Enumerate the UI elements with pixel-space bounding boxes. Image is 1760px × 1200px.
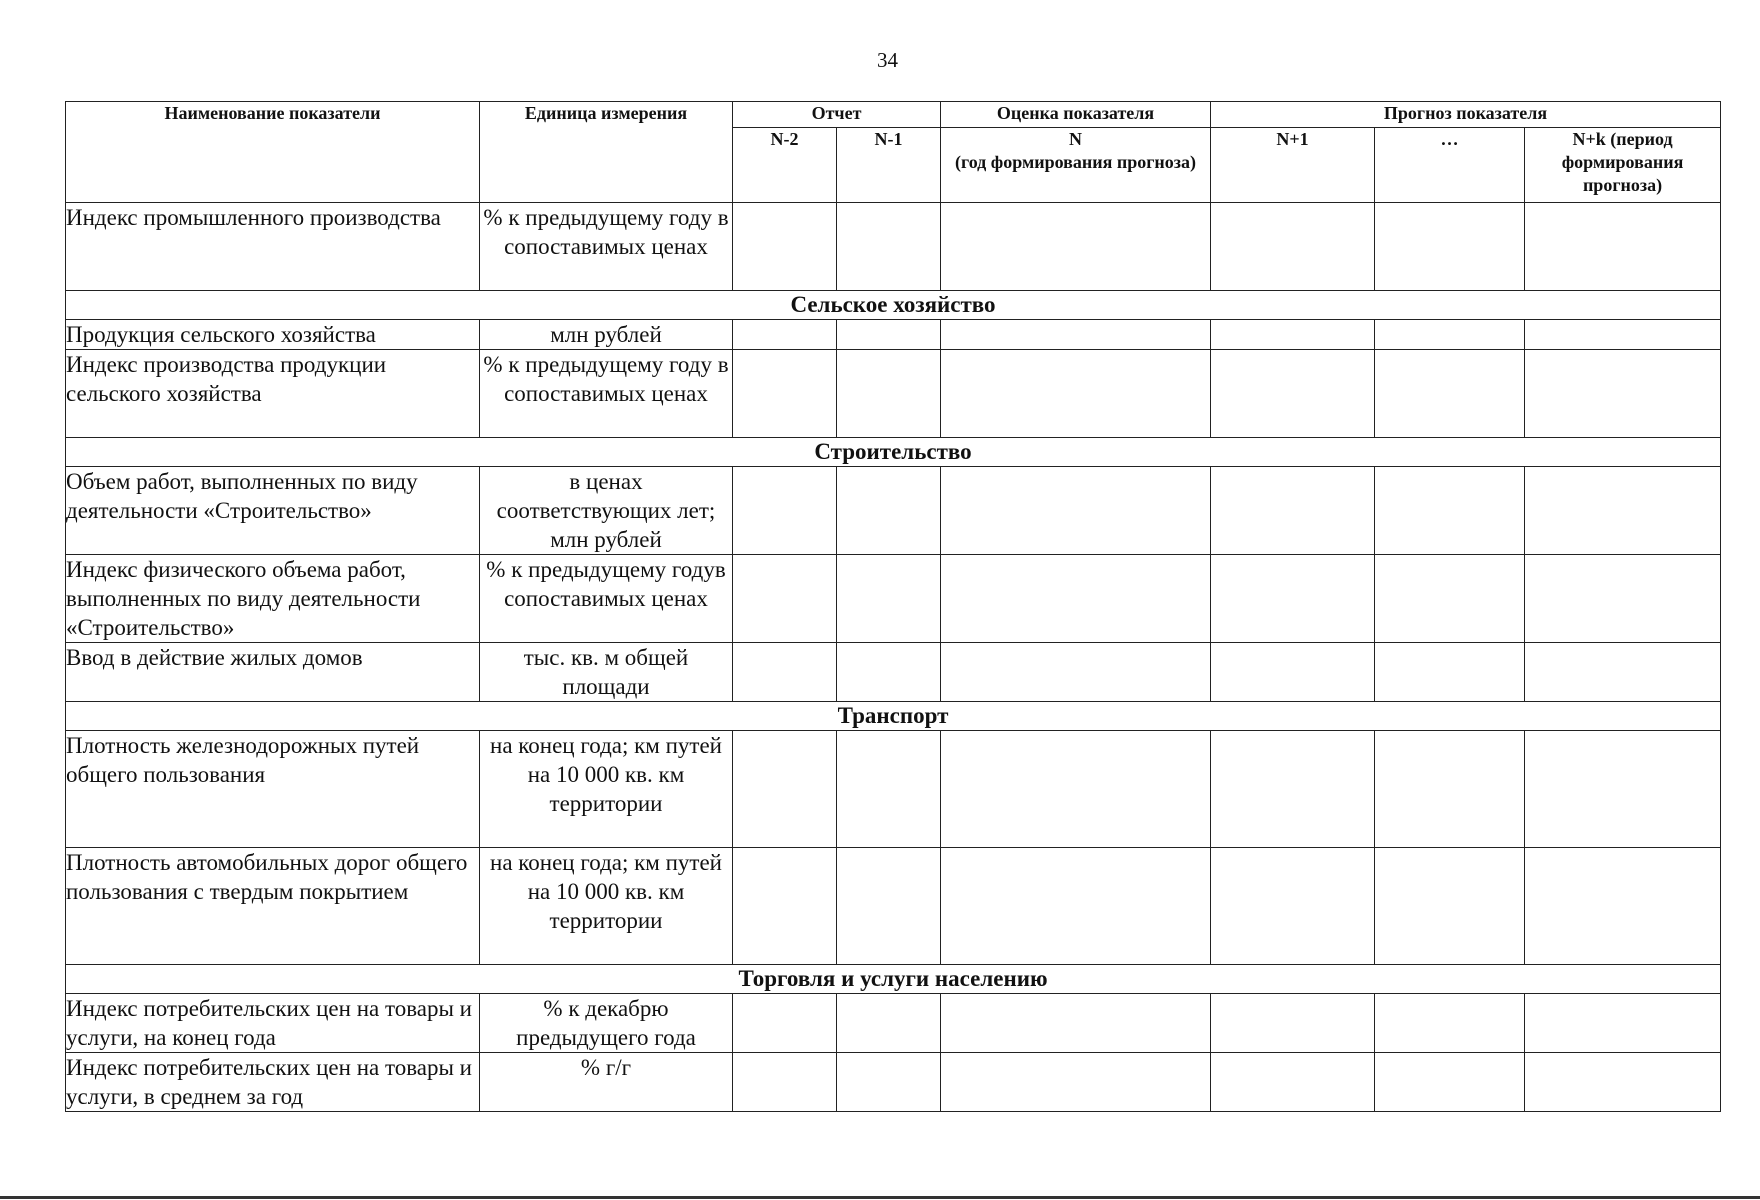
indicator-unit: тыс. кв. м общей площади bbox=[480, 643, 733, 702]
indicator-unit: % к предыдущему году в сопоставимых ценах bbox=[480, 203, 733, 291]
table-row bbox=[66, 848, 1721, 965]
table-row bbox=[66, 1053, 1721, 1112]
value-cell bbox=[1211, 731, 1375, 848]
value-cell bbox=[837, 848, 941, 965]
value-cell bbox=[1525, 731, 1721, 848]
value-cell bbox=[1525, 994, 1721, 1053]
indicator-name: Плотность железнодорожных путей общего пользования bbox=[66, 731, 480, 848]
table-row bbox=[66, 555, 1721, 643]
indicator-name: Продукция сельского хозяйства bbox=[66, 320, 480, 350]
indicator-unit: на конец года; км путей на 10 000 кв. км территории bbox=[480, 731, 733, 848]
indicators-table bbox=[65, 101, 1721, 1112]
value-cell bbox=[1525, 350, 1721, 438]
value-cell bbox=[1525, 555, 1721, 643]
value-cell bbox=[837, 350, 941, 438]
indicator-unit: % г/г bbox=[480, 1053, 733, 1112]
indicator-name: Индекс промышленного производства bbox=[66, 203, 480, 291]
value-cell bbox=[1525, 848, 1721, 965]
value-cell bbox=[837, 643, 941, 702]
value-cell bbox=[1525, 203, 1721, 291]
page-number: 34 bbox=[877, 48, 898, 72]
value-cell bbox=[1211, 350, 1375, 438]
value-cell bbox=[837, 994, 941, 1053]
table-row bbox=[66, 731, 1721, 848]
value-cell bbox=[1375, 467, 1525, 555]
value-cell bbox=[733, 555, 837, 643]
value-cell bbox=[1375, 320, 1525, 350]
section-title: Строительство bbox=[66, 438, 1721, 467]
value-cell bbox=[1375, 1053, 1525, 1112]
indicator-name: Плотность автомобильных дорог общего пользования с твердым покрытием bbox=[66, 848, 480, 965]
table-row bbox=[66, 203, 1721, 291]
value-cell bbox=[733, 467, 837, 555]
value-cell bbox=[733, 350, 837, 438]
header-forecast: Прогноз показателя bbox=[1211, 102, 1721, 128]
value-cell bbox=[1375, 848, 1525, 965]
value-cell bbox=[1211, 643, 1375, 702]
value-cell bbox=[837, 731, 941, 848]
value-cell bbox=[1525, 467, 1721, 555]
indicator-unit: млн рублей bbox=[480, 320, 733, 350]
value-cell bbox=[733, 643, 837, 702]
header-n-plus-1: N+1 bbox=[1211, 128, 1375, 203]
table-row bbox=[66, 994, 1721, 1053]
indicator-name: Индекс производства продукции сельского хозяйства bbox=[66, 350, 480, 438]
header-n-current: N (год формирования прогноза) bbox=[941, 128, 1211, 203]
header-estimate: Оценка показателя bbox=[941, 102, 1211, 128]
section-row bbox=[66, 438, 1721, 467]
header-n-plus-k: N+k (период формирования прогноза) bbox=[1525, 128, 1721, 203]
value-cell bbox=[1211, 467, 1375, 555]
header-unit: Единица измерения bbox=[480, 102, 733, 203]
indicator-unit: % к декабрю предыдущего года bbox=[480, 994, 733, 1053]
header-n-minus-1: N-1 bbox=[837, 128, 941, 203]
value-cell bbox=[941, 555, 1211, 643]
value-cell bbox=[733, 848, 837, 965]
value-cell bbox=[941, 848, 1211, 965]
value-cell bbox=[941, 467, 1211, 555]
value-cell bbox=[837, 555, 941, 643]
value-cell bbox=[1525, 1053, 1721, 1112]
value-cell bbox=[1211, 320, 1375, 350]
indicator-unit: % к предыдущему годув сопоставимых ценах bbox=[480, 555, 733, 643]
table-row bbox=[66, 350, 1721, 438]
value-cell bbox=[733, 320, 837, 350]
value-cell bbox=[837, 203, 941, 291]
value-cell bbox=[1375, 350, 1525, 438]
indicator-unit: на конец года; км путей на 10 000 кв. км территории bbox=[480, 848, 733, 965]
header-name: Наименование показатели bbox=[66, 102, 480, 203]
section-title: Транспорт bbox=[66, 702, 1721, 731]
value-cell bbox=[1375, 994, 1525, 1053]
value-cell bbox=[837, 467, 941, 555]
value-cell bbox=[941, 643, 1211, 702]
indicator-name: Индекс потребительских цен на товары и услуги, в среднем за год bbox=[66, 1053, 480, 1112]
indicator-unit: % к предыдущему году в сопоставимых ценах bbox=[480, 350, 733, 438]
value-cell bbox=[941, 320, 1211, 350]
value-cell bbox=[1375, 643, 1525, 702]
value-cell bbox=[941, 994, 1211, 1053]
header-ellipsis: … bbox=[1375, 128, 1525, 203]
section-row bbox=[66, 702, 1721, 731]
indicator-name: Индекс потребительских цен на товары и услуги, на конец года bbox=[66, 994, 480, 1053]
indicator-name: Объем работ, выполненных по виду деятельности «Строительство» bbox=[66, 467, 480, 555]
header-report: Отчет bbox=[733, 102, 941, 128]
value-cell bbox=[733, 994, 837, 1053]
value-cell bbox=[733, 731, 837, 848]
value-cell bbox=[1375, 555, 1525, 643]
indicator-unit: в ценах соответствующих лет; млн рублей bbox=[480, 467, 733, 555]
value-cell bbox=[837, 1053, 941, 1112]
table-row bbox=[66, 320, 1721, 350]
value-cell bbox=[1211, 994, 1375, 1053]
table-row bbox=[66, 467, 1721, 555]
value-cell bbox=[1211, 203, 1375, 291]
table-row bbox=[66, 643, 1721, 702]
indicator-name: Ввод в действие жилых домов bbox=[66, 643, 480, 702]
value-cell bbox=[1525, 643, 1721, 702]
section-title: Сельское хозяйство bbox=[66, 291, 1721, 320]
section-row bbox=[66, 291, 1721, 320]
value-cell bbox=[941, 1053, 1211, 1112]
value-cell bbox=[1211, 848, 1375, 965]
value-cell bbox=[1211, 555, 1375, 643]
header-n-minus-2: N-2 bbox=[733, 128, 837, 203]
value-cell bbox=[1525, 320, 1721, 350]
value-cell bbox=[1211, 1053, 1375, 1112]
value-cell bbox=[733, 203, 837, 291]
value-cell bbox=[941, 203, 1211, 291]
value-cell bbox=[1375, 731, 1525, 848]
value-cell bbox=[733, 1053, 837, 1112]
section-row bbox=[66, 965, 1721, 994]
value-cell bbox=[837, 320, 941, 350]
bottom-rule bbox=[0, 1196, 1760, 1199]
value-cell bbox=[941, 731, 1211, 848]
value-cell bbox=[1375, 203, 1525, 291]
value-cell bbox=[941, 350, 1211, 438]
section-title: Торговля и услуги населению bbox=[66, 965, 1721, 994]
indicator-name: Индекс физического объема работ, выполненных по виду деятельности «Строительство» bbox=[66, 555, 480, 643]
